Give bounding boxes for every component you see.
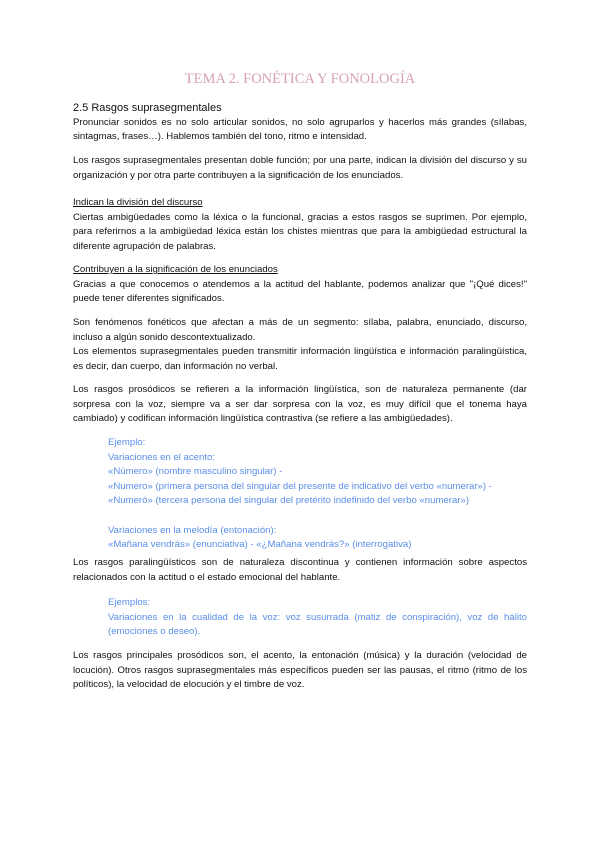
subheading: Contribuyen a la significación de los enunciados: [73, 264, 278, 275]
example-line: «Numero» (primera persona del singular del presente de indicativo del verbo «numerar») -: [108, 480, 492, 492]
subheading: Indican la división del discurso: [73, 197, 203, 208]
paragraph: Gracias a que conocemos o atendemos a la actitud del hablante, podemos analizar que "¡Qué dices!" puede tener diferentes significados.: [73, 278, 527, 305]
paragraph: Los elementos suprasegmentales pueden transmitir información lingüística e información paralingüística, es decir, dan cuerpo, dan información no verbal.: [73, 346, 527, 372]
paragraph: Son fenómenos fonéticos que afectan a más de un segmento: sílaba, palabra, enunciado, discurso, incluso a algún sonido descontextualizado.: [73, 317, 527, 343]
paragraph: Los rasgos principales prosódicos son, el acento, la entonación (música) y la duración (velocidad de locución). Otros rasgos suprasegmentales más específicos pueden ser las pausas, el ritmo (ritmo de los políticos), la velocidad de elocución y el timbre de voz.: [73, 650, 527, 691]
example-line: «Numeró» (tercera persona del singular del pretérito indefinido del verbo «numerar»): [108, 495, 470, 507]
document-title: TEMA 2. FONÉTICA Y FONOLOGÍA: [184, 71, 416, 87]
example-heading: Variaciones en el acento:: [108, 451, 216, 463]
example-block: [108, 596, 527, 640]
paragraph: Ciertas ambigüedades como la léxica o la funcional, gracias a estos rasgos se suprimen. Por ejemplo, para referirnos a la ambigüedad léxica están los chistes mientras que para la ambigüedad estructural la diferente agrupación de palabras.: [73, 211, 527, 252]
paragraph: Los rasgos suprasegmentales presentan doble función; por una parte, indican la división del discurso y su organización y por otra parte contribuyen a la significación de los enunciados.: [73, 155, 527, 181]
example-label: Ejemplo:: [108, 437, 146, 448]
paragraph: Los rasgos paralingüísticos son de naturaleza discontinua y contienen información sobre aspectos relacionados con la actitud o el estado emocional del hablante.: [73, 557, 527, 583]
example-line: «Mañana vendrás» (enunciativa) - «¿Mañana vendrás?» (interrogativa): [108, 539, 412, 551]
example-line: «Número» (nombre masculino singular) -: [108, 466, 283, 478]
example-heading: Variaciones en la melodía (entonación):: [108, 524, 277, 536]
example-line: Variaciones en la cualidad de la voz: voz susurrada (matiz de conspiración), voz de hálito (emociones o deseo).: [108, 611, 527, 638]
section-intro: [73, 101, 527, 145]
paragraph: Pronunciar sonidos es no solo articular sonidos, no solo agruparlos y hacerlos más grandes (sílabas, sintagmas, frases…). Hablemos también del tono, ritmo e intensidad.: [73, 116, 527, 143]
example-block: [108, 436, 527, 553]
example-label: Ejemplos:: [108, 597, 151, 608]
paragraph: Los rasgos prosódicos se refieren a la información lingüística, son de naturaleza permanente (dar sorpresa con la voz, siempre va a ser dar sorpresa con la voz, es muy difícil que el tonema haya cambiado) y codifican información lingüística contrastiva (se refiere a las ambigüedades).: [73, 384, 527, 425]
section-heading: 2.5 Rasgos suprasegmentales: [73, 102, 222, 114]
